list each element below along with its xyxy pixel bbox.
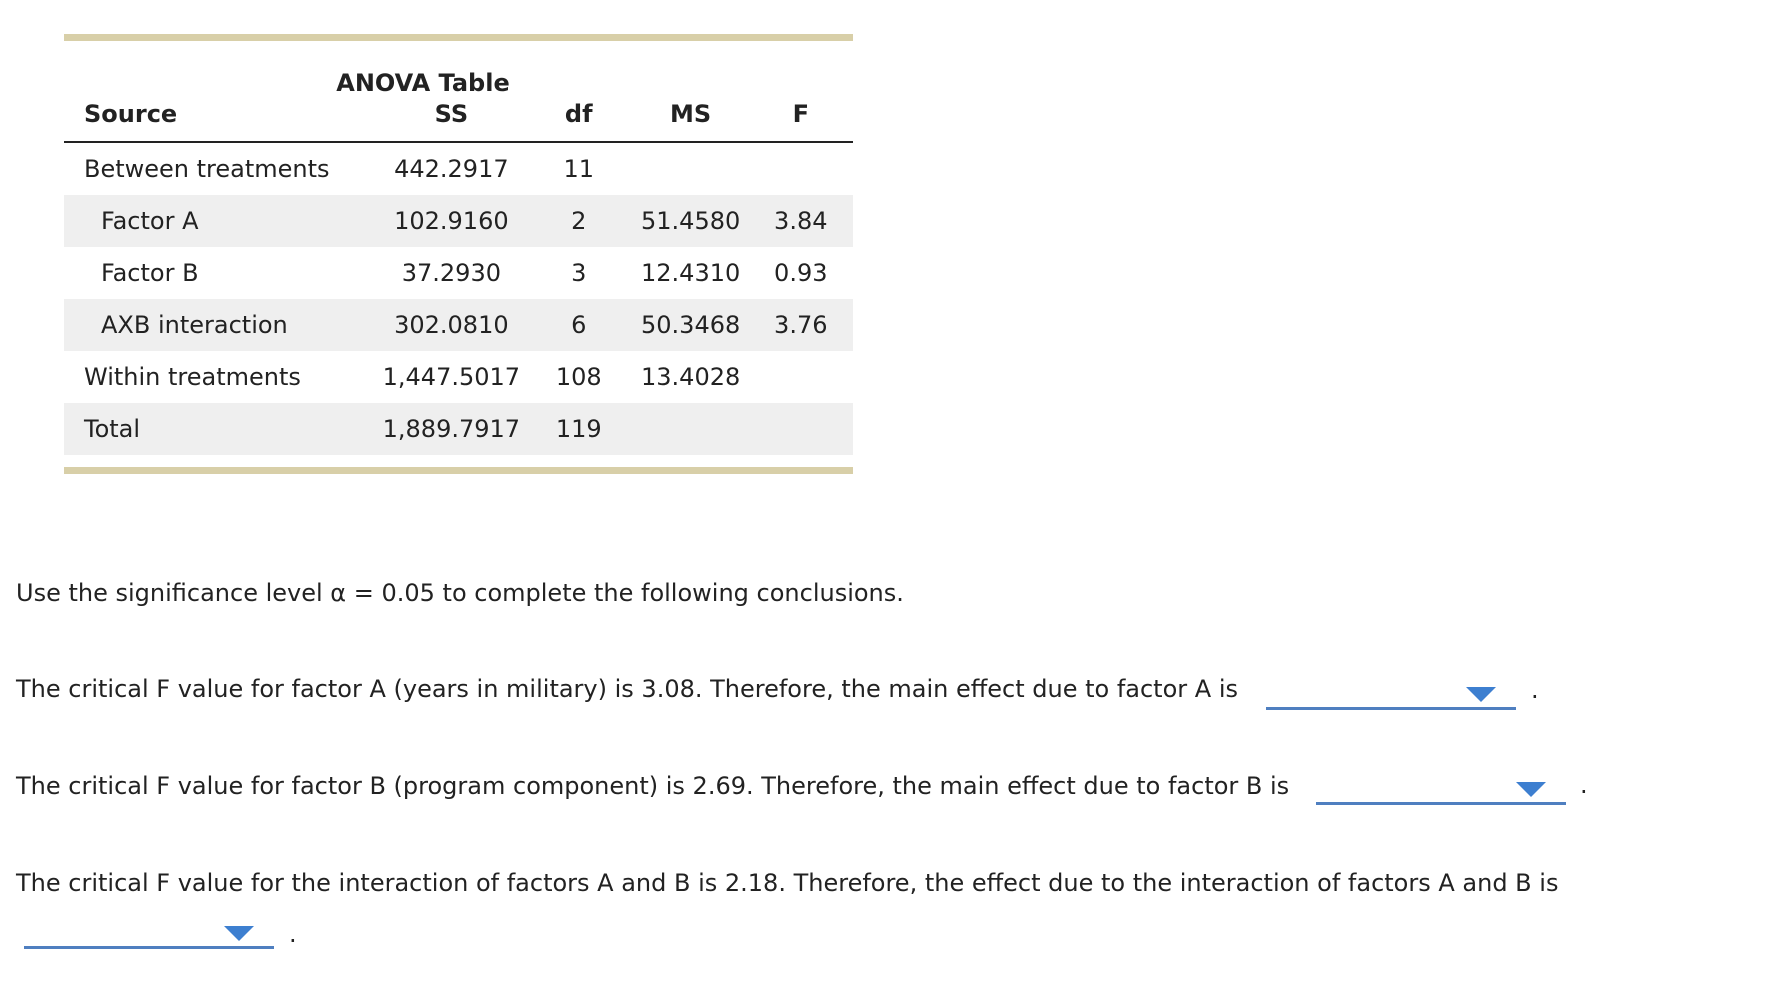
row-df: 2 xyxy=(525,195,633,247)
row-f xyxy=(749,142,853,195)
caret-down-icon xyxy=(1466,687,1496,702)
table-row xyxy=(64,351,853,403)
instructions-text: Use the significance level α = 0.05 to complete the following conclusions. xyxy=(16,579,904,607)
row-ms: 51.4580 xyxy=(633,195,749,247)
row-f: 3.76 xyxy=(749,299,853,351)
header-source: Source xyxy=(64,87,378,142)
row-ss: 302.0810 xyxy=(378,299,525,351)
header-df: df xyxy=(525,87,633,142)
table-row xyxy=(64,403,853,455)
table-row xyxy=(64,142,853,195)
caret-down-icon xyxy=(1516,782,1546,797)
period: . xyxy=(1531,676,1539,704)
period: . xyxy=(1580,771,1588,799)
row-df: 11 xyxy=(563,155,594,183)
interaction-dropdown[interactable] xyxy=(24,921,274,949)
row-f xyxy=(749,403,853,455)
row-df: 3 xyxy=(571,259,587,287)
factor-b-dropdown[interactable] xyxy=(1316,777,1566,805)
period: . xyxy=(289,920,297,948)
row-source: AXB interaction xyxy=(64,299,378,351)
row-ss: 102.9160 xyxy=(378,195,525,247)
row-ms: 50.3468 xyxy=(633,299,749,351)
row-source: Within treatments xyxy=(84,363,301,391)
row-source: Factor B xyxy=(101,259,199,287)
factor-a-dropdown[interactable] xyxy=(1266,682,1516,710)
row-f xyxy=(749,351,853,403)
table-row xyxy=(64,299,853,351)
row-ms: 13.4028 xyxy=(641,363,741,391)
caret-down-icon xyxy=(224,926,254,941)
table-row xyxy=(64,247,853,299)
anova-table xyxy=(64,34,853,474)
row-ms xyxy=(633,142,749,195)
header-ms: MS xyxy=(633,87,749,142)
row-ss: 442.2917 xyxy=(394,155,509,183)
row-source: Factor A xyxy=(64,195,378,247)
row-ss: 37.2930 xyxy=(401,259,501,287)
row-df: 6 xyxy=(525,299,633,351)
table-top-rule xyxy=(64,34,853,41)
anova-grid xyxy=(64,87,853,455)
row-ms xyxy=(633,403,749,455)
table-bottom-rule xyxy=(64,467,853,474)
question-factor-a: The critical F value for factor A (years in military) is 3.08. Therefore, the main effect due to factor A is xyxy=(16,675,1238,703)
row-df: 108 xyxy=(555,363,602,391)
question-interaction: The critical F value for the interaction of factors A and B is 2.18. Therefore, the effect due to the interaction of factors A and B is xyxy=(16,869,1559,897)
question-factor-b: The critical F value for factor B (program component) is 2.69. Therefore, the main effect due to factor B is xyxy=(16,772,1290,800)
row-ms: 12.4310 xyxy=(641,259,741,287)
row-ss: 1,447.5017 xyxy=(382,363,521,391)
table-row xyxy=(64,195,853,247)
row-ss: 1,889.7917 xyxy=(378,403,525,455)
row-source: Between treatments xyxy=(84,155,330,183)
table-title: ANOVA Table xyxy=(336,69,510,97)
row-source: Total xyxy=(64,403,378,455)
header-ss: SS xyxy=(378,87,525,142)
row-f: 0.93 xyxy=(774,259,828,287)
header-f: F xyxy=(749,87,853,142)
row-df: 119 xyxy=(525,403,633,455)
row-f: 3.84 xyxy=(749,195,853,247)
